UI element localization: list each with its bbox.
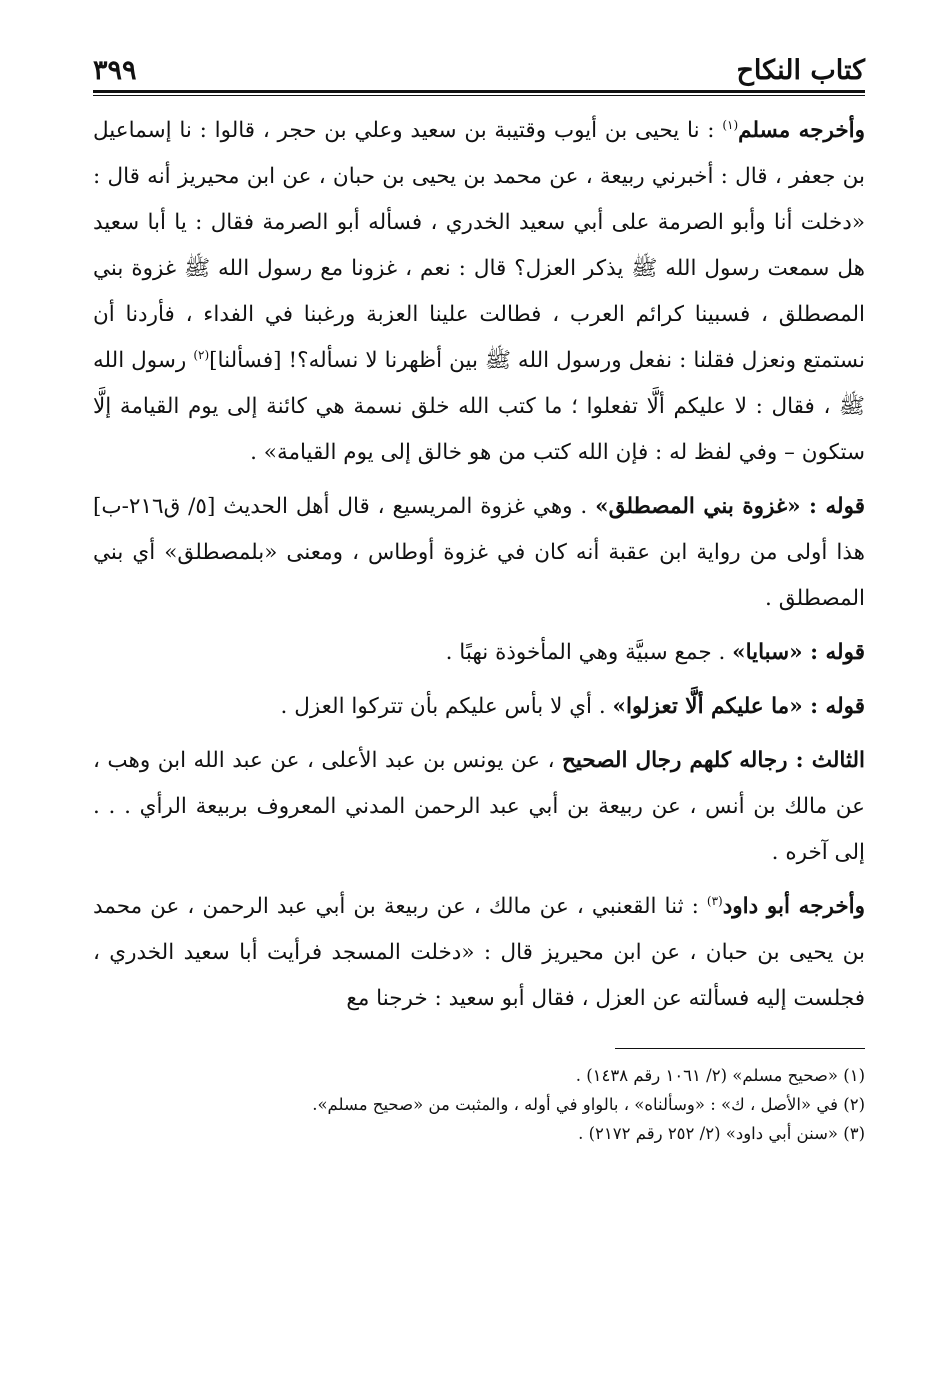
main-text xyxy=(93,108,865,1022)
paragraph-third xyxy=(93,738,865,876)
paragraph-text: ، عن يونس بن عبد الأعلى ، عن عبد الله ابن وهب ، عن مالك بن أنس ، عن ربيعة بن أبي عبد الرحمن المدني المعروف بربيعة الرأي . . . إلى آخره . xyxy=(93,748,865,865)
paragraph-lead: وأخرجه أبو داود xyxy=(722,894,865,919)
paragraph-azl xyxy=(93,684,865,730)
footnote-marker: (٢) xyxy=(193,347,210,362)
paragraph-muslim xyxy=(93,108,865,476)
footnote-separator xyxy=(615,1048,865,1049)
footnote: (٣) «سنن أبي داود» (٢/ ٢٥٢ رقم ٢١٧٢) . xyxy=(578,1124,865,1143)
paragraph-text: رسول الله ﷺ ، فقال : لا عليكم ألَّا تفعلوا ؛ ما كتب الله خلق نسمة هي كائنة إلى يوم القيامة إلَّا ستكون – وفي لفظ له : فإن الله كتب من هو خالق إلى يوم القيامة» . xyxy=(93,348,865,465)
paragraph-sabaya xyxy=(93,630,865,676)
paragraph-lead: قوله : «سبايا» xyxy=(732,640,865,665)
paragraph-text: . وهي غزوة المريسيع ، قال أهل الحديث [٥/ ق٢١٦-ب] هذا أولى من رواية ابن عقبة أنه كان في غزوة أوطاس ، ومعنى «بلمصطلق» أي بني المصطلق . xyxy=(93,494,865,611)
footnote: (٢) في «الأصل ، ك» : «وسألناه» ، بالواو في أوله ، والمثبت من «صحيح مسلم». xyxy=(312,1095,865,1114)
paragraph-text: : نا يحيى بن أيوب وقتيبة بن سعيد وعلي بن حجر ، قالوا : نا إسماعيل بن جعفر ، قال : أخبرني ربيعة ، عن محمد بن يحيى بن حبان ، عن ابن محيريز أنه قال : «دخلت أنا وأبو الصرمة على أبي سعيد الخدري ، فسأله أبو الصرمة فقال : يا أبا سعيد هل سمعت رسول الله ﷺ يذكر العزل؟ قال : نعم ، غزونا مع رسول الله ﷺ غزوة بني المصطلق ، فسبينا كرائم العرب ، فطالت علينا العزبة ورغبنا في الفداء ، فأردنا أن نستمتع ونعزل فقلنا : نفعل ورسول الله ﷺ بين أظهرنا لا نسأله؟! [فسألنا] xyxy=(93,118,865,373)
paragraph-abu-dawud xyxy=(93,884,865,1022)
book-page xyxy=(93,32,865,1148)
paragraph-lead: قوله : «غزوة بني المصطلق» xyxy=(595,494,865,519)
header-rule xyxy=(93,90,865,93)
page-header xyxy=(93,32,865,86)
paragraph-lead: وأخرجه مسلم xyxy=(738,118,865,143)
paragraph-lead: الثالث : رجاله كلهم رجال الصحيح xyxy=(562,748,865,773)
running-title: كتاب النكاح xyxy=(736,55,865,86)
paragraph-text: . جمع سبيَّة وهي المأخوذة نهبًا . xyxy=(445,640,733,665)
paragraph-text: . أي لا بأس عليكم بأن تتركوا العزل . xyxy=(280,694,613,719)
paragraph-lead: قوله : «ما عليكم ألَّا تعزلوا» xyxy=(612,694,865,719)
footnote-marker: (٣) xyxy=(706,893,723,908)
paragraph-mustaliq xyxy=(93,484,865,622)
footnotes xyxy=(93,1061,865,1148)
footnote-marker: (١) xyxy=(722,117,739,132)
header-rule-thin xyxy=(93,95,865,96)
page-number: ٣٩٩ xyxy=(93,55,137,86)
paragraph-text: : ثنا القعنبي ، عن مالك ، عن ربيعة بن أبي عبد الرحمن ، عن محمد بن يحيى بن حبان ، عن ابن محيريز قال : «دخلت المسجد فرأيت أبا سعيد الخدري ، فجلست إليه فسألته عن العزل ، فقال أبو سعيد : خرجنا مع xyxy=(93,894,865,1011)
footnote: (١) «صحيح مسلم» (٢/ ١٠٦١ رقم ١٤٣٨) . xyxy=(575,1066,865,1085)
